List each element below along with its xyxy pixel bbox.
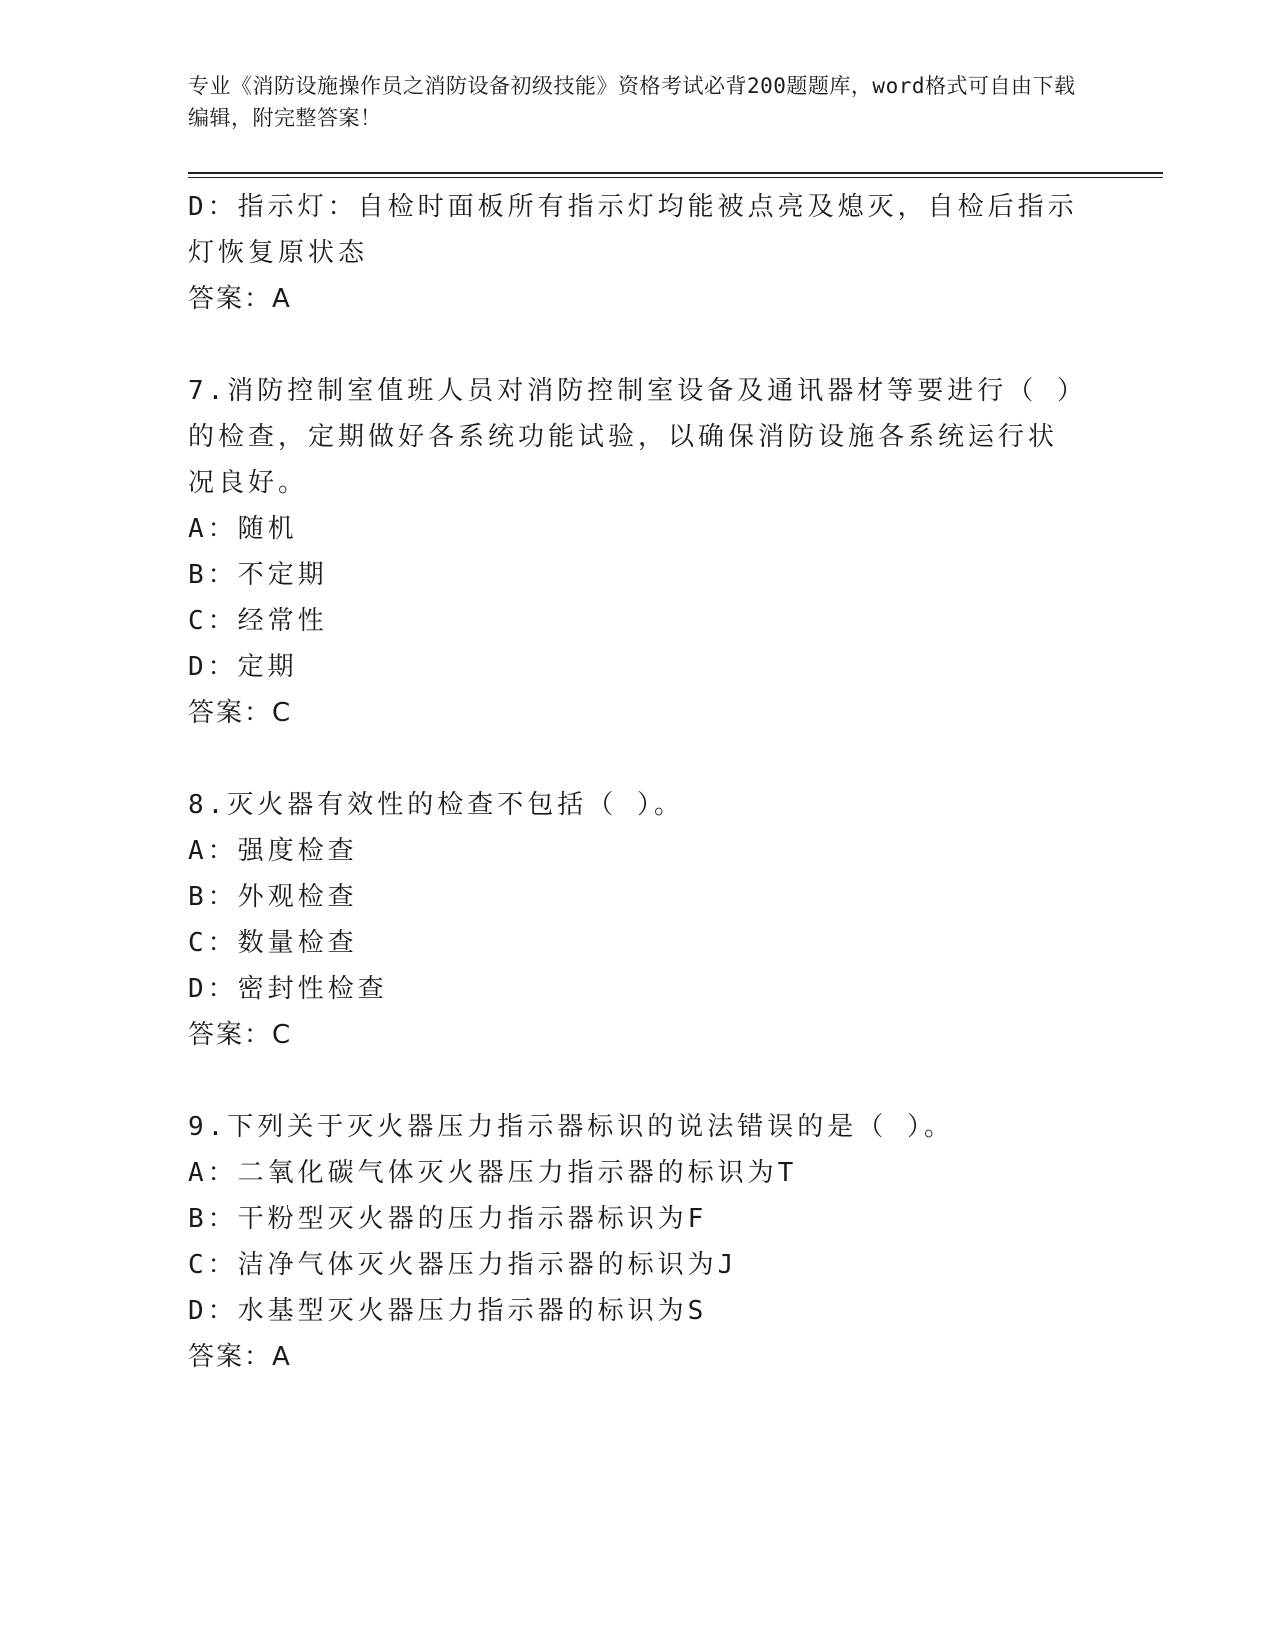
question-stem: 9.下列关于灭火器压力指示器标识的说法错误的是（ ）。 (188, 1112, 954, 1142)
header-divider (188, 172, 1163, 178)
option-c: C：经常性 (188, 606, 328, 636)
question-stem: 8.灭火器有效性的检查不包括（ ）。 (188, 790, 684, 820)
answer: 答案：C (188, 698, 293, 728)
option-a: A：随机 (188, 514, 298, 544)
option-b: B：外观检查 (188, 882, 358, 912)
option-b: B：不定期 (188, 560, 328, 590)
option-a: A：二氧化碳气体灭火器压力指示器的标识为T (188, 1158, 798, 1188)
option-b: B：干粉型灭火器的压力指示器标识为F (188, 1204, 708, 1234)
option-d: D：密封性检查 (188, 974, 388, 1004)
question-9 (188, 1104, 1078, 1380)
option-d: D：定期 (188, 652, 298, 682)
question-stem: 7.消防控制室值班人员对消防控制室设备及通讯器材等要进行（ ）的检查，定期做好各系统功能试验，以确保消防设施各系统运行状况良好。 (188, 376, 1074, 498)
answer: 答案：A (188, 1342, 292, 1372)
question-7 (188, 368, 1078, 736)
answer: 答案：A (188, 284, 292, 314)
answer: 答案：C (188, 1020, 293, 1050)
option-d: D：水基型灭火器压力指示器的标识为S (188, 1296, 708, 1326)
option-c: C：洁净气体灭火器压力指示器的标识为J (188, 1250, 738, 1280)
option-c: C：数量检查 (188, 928, 358, 958)
option-d: D：指示灯：自检时面板所有指示灯均能被点亮及熄灭，自检后指示灯恢复原状态 (188, 192, 1078, 268)
document-page (188, 70, 1163, 1380)
question-8 (188, 782, 1078, 1058)
continued-question (188, 184, 1078, 322)
option-a: A：强度检查 (188, 836, 358, 866)
document-header: 专业《消防设施操作员之消防设备初级技能》资格考试必背200题题库，word格式可自由下载编辑，附完整答案！ (188, 74, 1076, 130)
